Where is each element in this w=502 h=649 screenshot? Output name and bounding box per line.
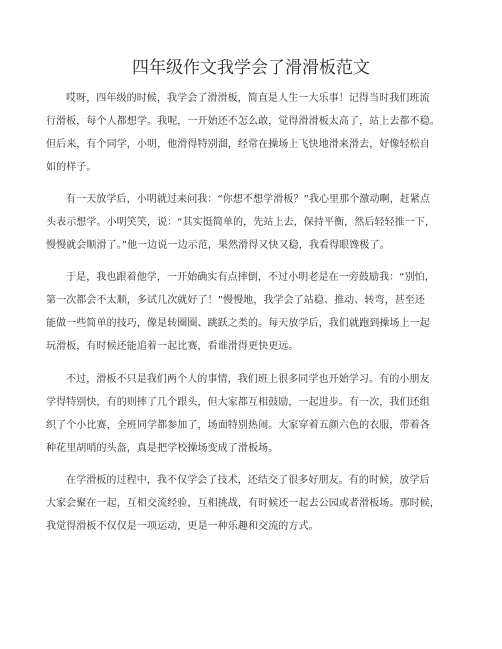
paragraph-line: 我觉得滑板不仅仅是一项运动，更是一种乐趣和交流的方式。 (46, 521, 319, 532)
paragraph-line: 如的样子。 (46, 162, 97, 173)
paragraph-line: 种花里胡哨的头盔，真是把学校操场变成了滑板场。 (46, 443, 279, 454)
paragraph-line: 行滑板，每个人都想学。我呢，一开始还不怎么敢，觉得滑滑板太高了，站上去都不稳。 (46, 116, 440, 127)
paragraph-line: 于是，我也跟着他学，一开始确实有点摔倒，不过小明老是在一旁鼓励我：“别怕， (66, 272, 435, 283)
paragraph-line: 大家会聚在一起，互相交流经验，互相挑战，有时候还一起去公园或者滑板场。那时候， (46, 498, 440, 509)
paragraph-line: 第一次都会不太顺，多试几次就好了！”慢慢地，我学会了站稳、推动、转弯，甚至还 (46, 295, 425, 306)
paragraph-line: 但后来，有个同学，小明，他滑得特别溜，经常在操场上飞快地滑来滑去，好像轻松自 (46, 139, 430, 150)
paragraph-line: 头表示想学。小明笑笑，说：“其实挺简单的，先站上去，保持平衡，然后轻轻推一下， (46, 217, 436, 228)
paragraph-line: 有一天放学后，小明就过来问我：“你想不想学滑板？”我心里那个激动啊，赶紧点 (66, 194, 431, 205)
document-title: 四年级作文我学会了滑滑板范文 (132, 58, 370, 78)
paragraph-line: 织了个小比赛，全班同学都参加了，场面特别热闹。大家穿着五颜六色的衣服，带着各 (46, 420, 430, 431)
paragraph-line: 哎呀，四年级的时候，我学会了滑滑板，简直是人生一大乐事！记得当时我们班流 (66, 93, 430, 104)
paragraph-line: 不过，滑板不只是我们两个人的事情，我们班上很多同学也开始学习。有的小朋友 (66, 374, 430, 385)
paragraph-line: 玩滑板，有时候还能追着一起比赛，看谁滑得更快更远。 (46, 341, 299, 352)
paragraph-line: 能做一些简单的技巧，像是转圈圈、跳跃之类的。每天放学后，我们就跑到操场上一起 (46, 318, 430, 329)
paragraph-line: 在学滑板的过程中，我不仅学会了技术，还结交了很多好朋友。有的时候，放学后 (66, 475, 430, 486)
paragraph-line: 学得特别快，有的则摔了几个跟头，但大家都互相鼓励，一起进步。有一次，我们还组 (46, 397, 430, 408)
paragraph-line: 慢慢就会顺滑了。”他一边说一边示范，果然滑得又快又稳，我看得眼馋极了。 (46, 240, 390, 251)
